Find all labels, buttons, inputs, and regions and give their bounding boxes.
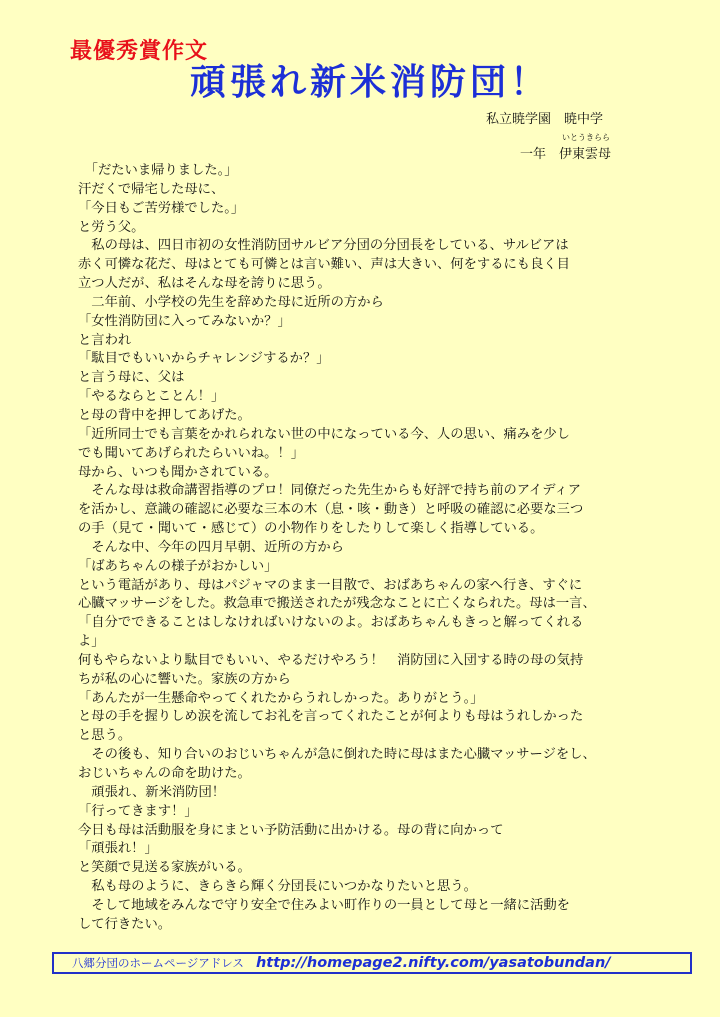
essay-line: 「駄目でもいいからチャレンジするか？」 bbox=[78, 351, 330, 367]
essay-line: 「ばあちゃんの様子がおかしい」 bbox=[78, 558, 278, 574]
homepage-footer bbox=[52, 952, 692, 974]
essay-line: と母の背中を押してあげた。 bbox=[78, 407, 251, 423]
award-label: 最優秀賞作文 bbox=[70, 39, 209, 64]
essay-line: 何もやらないより駄目でもいい、やるだけやろう！ 消防団に入団する時の母の気持 bbox=[78, 652, 584, 668]
essay-line: 母から、いつも聞かされている。 bbox=[78, 464, 278, 480]
homepage-url-link[interactable]: http://homepage2.nifty.com/yasatobundan/ bbox=[255, 955, 611, 971]
essay-line: 私も母のように、きらきら輝く分団長にいつかなりたいと思う。 bbox=[78, 879, 477, 895]
essay-line: 「だたいま帰りました。」 bbox=[78, 163, 238, 178]
essay-line: おじいちゃんの命を助けた。 bbox=[78, 766, 251, 781]
essay-line: 立つ人だが、私はそんな母を誇りに思う。 bbox=[78, 276, 331, 292]
essay-line: 「あんたが一生懸命やってくれたからうれしかった。ありがとう。」 bbox=[78, 690, 484, 706]
essay-line: そんな中、今年の四月早朝、近所の方から bbox=[78, 539, 344, 555]
essay-line: 今日も母は活動服を身にまとい予防活動に出かける。母の背に向かって bbox=[78, 822, 504, 838]
essay-line: という電話があり、母はパジャマのまま一目散で、おばあちゃんの家へ行き、すぐに bbox=[78, 577, 583, 593]
essay-line: その後も、知り合いのおじいちゃんが急に倒れた時に母はまた心臓マッサージをし、 bbox=[78, 747, 596, 763]
essay-line: でも聞いてあげられたらいいね。！」 bbox=[78, 445, 305, 461]
essay-line: と言う母に、父は bbox=[78, 370, 185, 386]
essay-line: よ」 bbox=[78, 634, 105, 650]
essay-line: 私の母は、四日市初の女性消防団サルビア分団の分団長をしている、サルビアは bbox=[78, 238, 569, 254]
essay-line: 「行ってきます！」 bbox=[78, 803, 198, 819]
essay-line: 心臓マッサージをした。救急車で搬送されたが残念なことに亡くなられた。母は一言、 bbox=[78, 596, 596, 612]
author-name: 一年 伊東雲母 bbox=[520, 147, 612, 162]
essay-line: して行きたい。 bbox=[78, 916, 172, 932]
essay-line: ちが私の心に響いた。家族の方から bbox=[78, 671, 291, 687]
essay-line: と母の手を握りしめ涙を流してお礼を言ってくれたことが何よりも母はうれしかった bbox=[78, 709, 584, 725]
school-name: 私立暁学園 暁中学 bbox=[486, 112, 604, 127]
essay-line: そして地域をみんなで守り安全で住みよい町作りの一員として母と一緒に活動を bbox=[78, 897, 570, 913]
essay-line: 「自分でできることはしなければいけないのよ。おばあちゃんもきっと解ってくれる bbox=[78, 615, 584, 631]
essay-line: そんな母は救命講習指導のプロ！同僚だった先生からも好評で持ち前のアイディア bbox=[78, 483, 582, 499]
essay-line: を活かし、意識の確認に必要な三本の木（息・咳・動き）と呼吸の確認に必要な三つ bbox=[78, 502, 584, 518]
essay-line: の手（見て・聞いて・感じて）の小物作りをしたりして楽しく指導している。 bbox=[78, 521, 544, 537]
essay-line: と労う父。 bbox=[78, 219, 145, 235]
essay-title: 頑張れ新米消防団！ bbox=[190, 61, 551, 103]
essay-line: 「頑張れ！」 bbox=[78, 841, 158, 857]
essay-line: 「近所同士でも言葉をかれられない世の中になっている今、人の思い、痛みを少し bbox=[78, 426, 570, 442]
essay-line: と言われ bbox=[78, 332, 132, 348]
essay-line: 赤く可憐な花だ、母はとても可憐とは言い難い、声は大きい、何をするにも良く目 bbox=[78, 257, 570, 273]
essay-line: 「女性消防団に入ってみないか？」 bbox=[78, 313, 291, 329]
essay-line: 二年前、小学校の先生を辞めた母に近所の方から bbox=[78, 294, 384, 310]
footer-label: 八郷分団のホームページアドレス bbox=[72, 956, 244, 970]
essay-line: 頑張れ、新米消防団！ bbox=[78, 784, 226, 800]
essay-line: と思う。 bbox=[78, 728, 132, 744]
essay-body bbox=[78, 162, 658, 935]
essay-line: 「やるならとことん！」 bbox=[78, 389, 225, 405]
essay-line: と笑顔で見送る家族がいる。 bbox=[78, 860, 251, 876]
essay-line: 「今日もご苦労様でした。」 bbox=[78, 200, 245, 216]
author-ruby: いとうきらら bbox=[562, 133, 610, 142]
essay-line: 汗だくで帰宅した母に、 bbox=[78, 181, 225, 197]
